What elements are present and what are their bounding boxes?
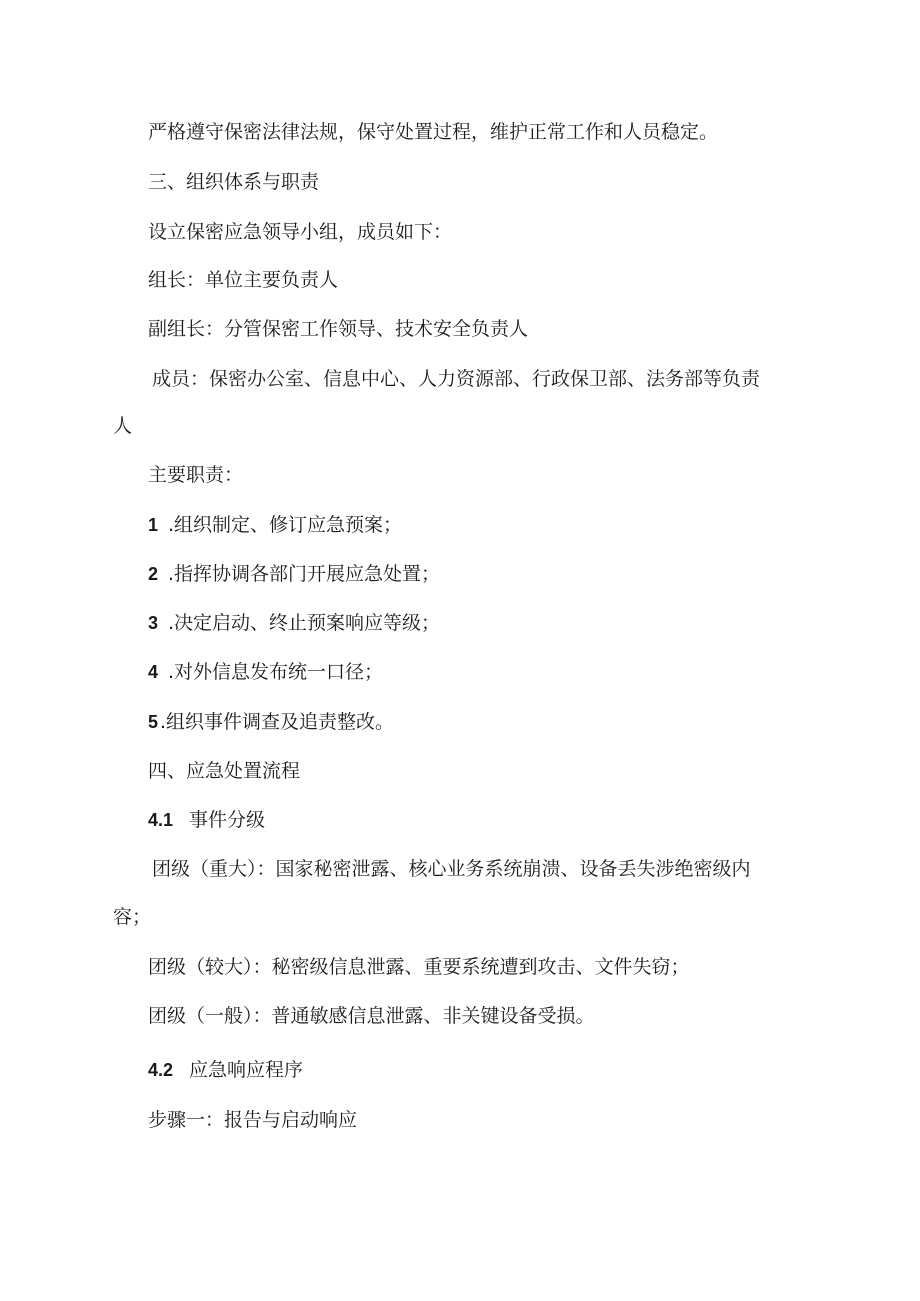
paragraph-confidential-law: 严格遵守保密法律法规，保守处置过程，维护正常工作和人员稳定。 [148, 121, 719, 143]
subsection-number: 4.1 [148, 810, 174, 830]
subsection-heading-response [148, 1058, 303, 1082]
duty-text: .组织制定、修订应急预案； [168, 514, 403, 536]
duty-text: .决定启动、终止预案响应等级； [168, 612, 441, 634]
duty-number: 3 [148, 613, 159, 633]
section-heading-organization: 三、组织体系与职责 [148, 171, 320, 193]
level-general: 团级（一般）：普通敏感信息泄露、非关键设备受损。 [148, 1005, 595, 1027]
step-one: 步骤一：报告与启动响应 [148, 1109, 358, 1131]
subsection-heading-classification [148, 808, 265, 832]
level-significant: 团级（较大）：秘密级信息泄露、重要系统遭到攻击、文件失窃； [148, 956, 690, 978]
section-heading-process: 四、应急处置流程 [148, 760, 301, 782]
level-major-continued: 容； [113, 906, 152, 928]
level-major: 团级（重大）：国家秘密泄露、核心业务系统崩溃、设备丢失涉绝密级内 [152, 858, 751, 880]
duty-item [148, 710, 394, 734]
duty-item [148, 611, 440, 635]
duty-item [148, 562, 440, 586]
duty-text: .对外信息发布统一口径； [168, 661, 384, 683]
paragraph-main-duties: 主要职责： [148, 464, 244, 486]
duty-item [148, 660, 383, 684]
subsection-number: 4.2 [148, 1060, 174, 1080]
subsection-title: 事件分级 [189, 809, 266, 831]
duty-number: 2 [148, 564, 159, 584]
paragraph-members: 成员：保密办公室、信息中心、人力资源部、行政保卫部、法务部等负责 [152, 368, 761, 390]
paragraph-leader: 组长：单位主要负责人 [148, 269, 339, 291]
subsection-title: 应急响应程序 [189, 1059, 304, 1081]
duty-number: 4 [148, 662, 159, 682]
duty-number: 1 [148, 515, 159, 535]
paragraph-deputy-leader: 副组长：分管保密工作领导、技术安全负责人 [148, 318, 529, 340]
duty-text: .指挥协调各部门开展应急处置； [168, 563, 441, 585]
duty-item [148, 513, 402, 537]
paragraph-leading-group: 设立保密应急领导小组，成员如下： [148, 221, 453, 243]
duty-text: .组织事件调查及追责整改。 [160, 711, 395, 733]
paragraph-members-continued: 人 [113, 415, 133, 437]
duty-number: 5 [148, 712, 159, 732]
